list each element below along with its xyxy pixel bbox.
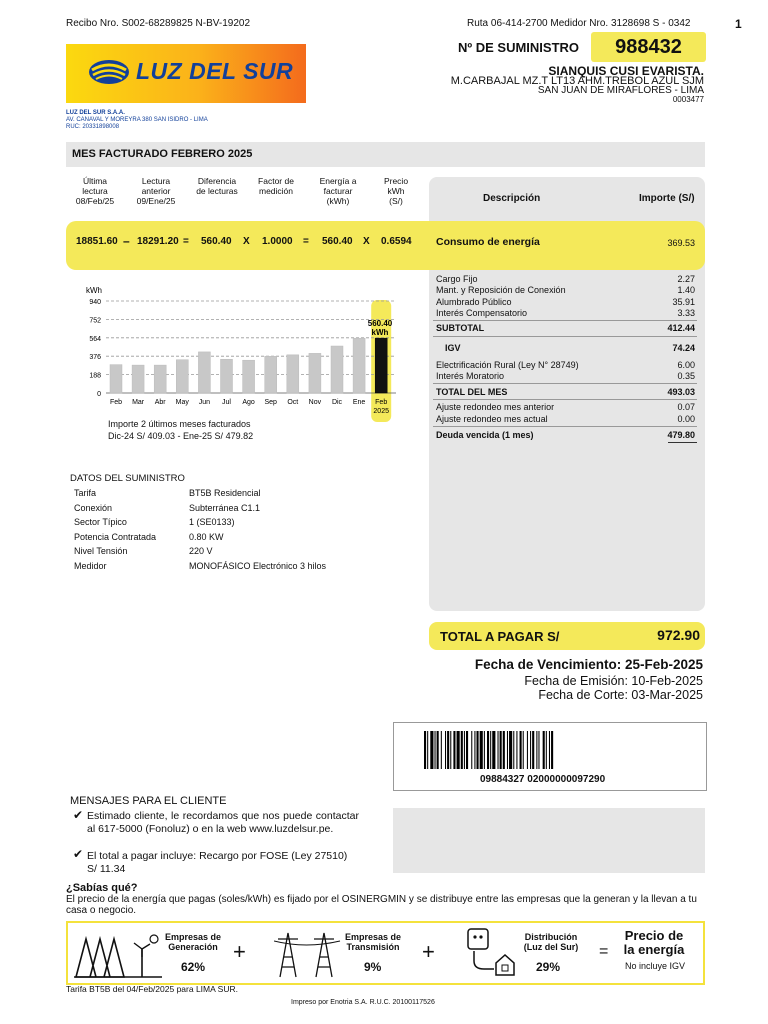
check-icon: ✔ xyxy=(73,847,84,861)
chart-bar xyxy=(243,360,255,393)
barcode-bar xyxy=(500,731,502,769)
charge-row: Ajuste redondeo mes actual 0.00 xyxy=(436,414,695,424)
equals-icon: = xyxy=(599,943,609,960)
supply-data-label: Nivel Tensión xyxy=(74,546,128,556)
chart-bar xyxy=(110,365,122,393)
chart-bar xyxy=(198,352,210,393)
company-logo xyxy=(66,44,306,103)
company-address: AV. CANAVAL Y MOREYRA 380 SAN ISIDRO - LIMA xyxy=(66,117,208,123)
chart-y-tick: 940 xyxy=(89,299,101,306)
supply-data-title: DATOS DEL SUMINISTRO xyxy=(70,473,185,484)
barcode-bar xyxy=(538,731,539,769)
barcode-bar xyxy=(461,731,463,769)
formula-equals-1: = xyxy=(183,236,189,247)
chart-bar xyxy=(309,353,321,393)
distribution-label: Distribución (Luz del Sur) xyxy=(523,932,579,952)
barcode-bar xyxy=(551,731,553,769)
barcode-bar xyxy=(523,731,524,769)
barcode-bar xyxy=(549,731,550,769)
barcode-box xyxy=(393,722,707,791)
divider xyxy=(433,320,697,321)
distribution-outlet-icon xyxy=(464,927,518,979)
consumption-amount: 369.53 xyxy=(667,238,695,248)
generation-label: Empresas de Generación xyxy=(164,932,222,952)
barcode-bar xyxy=(509,731,512,769)
formula-prev: 18291.20 xyxy=(137,236,179,247)
transmission-tower-icon xyxy=(274,927,342,979)
barcode-bar xyxy=(474,731,475,769)
company-name: LUZ DEL SUR S.A.A. xyxy=(66,110,125,116)
page-number: 1 xyxy=(735,17,742,31)
barcode-bar xyxy=(445,731,446,769)
price-composition-strip xyxy=(66,921,705,985)
barcode-bar xyxy=(464,731,465,769)
generation-percent: 62% xyxy=(181,960,206,974)
charge-row: Mant. y Reposición de Conexión 1.40 xyxy=(436,285,695,295)
route-meter: Ruta 06-414-2700 Medidor Nro. 3128698 S - 0342 xyxy=(467,18,691,29)
subtotal-row: SUBTOTAL 412.44 xyxy=(436,323,695,333)
supply-data-label: Tarifa xyxy=(74,488,97,498)
chart-x-label: Dic xyxy=(331,399,343,406)
barcode-bar xyxy=(427,731,428,769)
cut-date: Fecha de Corte: 03-Mar-2025 xyxy=(538,688,703,702)
chart-x-label: May xyxy=(175,399,189,406)
total-to-pay-amount: 972.90 xyxy=(657,627,700,643)
chart-note-2: Dic-24 S/ 409.03 - Ene-25 S/ 479.82 xyxy=(108,431,254,441)
chart-x-label: Oct xyxy=(287,399,299,406)
messages-title: MENSAJES PARA EL CLIENTE xyxy=(70,795,227,807)
chart-note-1: Importe 2 últimos meses facturados xyxy=(108,419,251,429)
barcode-bar xyxy=(447,731,449,769)
supply-data-label: Conexión xyxy=(74,503,113,513)
supply-label: Nº DE SUMINISTRO xyxy=(458,40,580,55)
barcode-bar xyxy=(466,731,468,769)
debt-row: Deuda vencida (1 mes) 479.80 xyxy=(436,430,695,440)
barcode-bar xyxy=(520,731,522,769)
barcode-icon xyxy=(424,731,594,769)
message-side-panel xyxy=(393,808,705,873)
supply-data-value: 220 V xyxy=(189,546,213,556)
chart-x-label: Nov xyxy=(308,399,322,406)
customer-address-1: M.CARBAJAL MZ.T LT13 AHM.TREBOL AZUL SJM xyxy=(450,75,704,87)
divider xyxy=(433,426,697,427)
barcode-bar xyxy=(492,731,495,769)
barcode-bar xyxy=(450,731,451,769)
chart-y-tick: 0 xyxy=(97,391,101,398)
formula-energy: 560.40 xyxy=(322,236,353,247)
charge-row: Cargo Fijo 2.27 xyxy=(436,274,695,284)
logo-emblem-icon xyxy=(88,58,130,86)
header-price: Precio kWh (S/) xyxy=(383,176,409,206)
chart-bar xyxy=(331,346,343,393)
chart-highlight-value: 560.40 xyxy=(367,319,393,328)
transmission-label: Empresas de Transmisión xyxy=(344,932,402,952)
chart-bar xyxy=(176,360,188,393)
header-prev-reading: Lectura anterior 09/Ene/25 xyxy=(136,176,176,206)
due-date: Fecha de Vencimiento: 25-Feb-2025 xyxy=(474,657,703,672)
header-energy: Energía a facturar (kWh) xyxy=(319,176,357,206)
billing-month-title: MES FACTURADO FEBRERO 2025 xyxy=(72,148,253,160)
barcode-bar xyxy=(507,731,508,769)
barcode-bar xyxy=(543,731,545,769)
client-message-1: Estimado cliente, le recordamos que nos puede contactar al 617-5000 (Fonoluz) o en la web www.luzdelsur.pe. xyxy=(87,810,359,835)
receipt-number: Recibo Nro. S002-68289825 N-BV-19202 xyxy=(66,18,251,29)
distribution-percent: 29% xyxy=(536,960,561,974)
charge-row: Interés Moratorio 0.35 xyxy=(436,371,695,381)
barcode-bar xyxy=(487,731,489,769)
barcode-bar xyxy=(424,731,426,769)
generation-icon xyxy=(74,929,162,979)
info-text: El precio de la energía que pagas (soles/kWh) es fijado por el OSINERGMIN y se distribuye entre las empresas que la generan y la llevan a tu casa o negocio. xyxy=(66,894,697,916)
customer-name: SIANQUIS CUSI EVARISTA. xyxy=(548,64,704,78)
barcode-bar xyxy=(430,731,433,769)
company-ruc: RUC: 20331898008 xyxy=(66,124,120,130)
chart-x-label: 2025 xyxy=(373,408,389,415)
reference-code: 0003477 xyxy=(672,95,704,104)
chart-x-label: Jun xyxy=(198,399,211,406)
barcode-bar xyxy=(471,731,472,769)
supply-data-label: Medidor xyxy=(74,561,107,571)
formula-last: 18851.60 xyxy=(76,236,118,247)
supply-data-value: 1 (SE0133) xyxy=(189,517,235,527)
formula-minus: – xyxy=(123,234,130,248)
formula-price: 0.6594 xyxy=(381,236,412,247)
chart-bar xyxy=(132,365,144,393)
barcode-bar xyxy=(441,731,442,769)
formula-factor: 1.0000 xyxy=(262,236,293,247)
barcode-bar xyxy=(498,731,499,769)
energy-price-label: Precio de la energía xyxy=(623,928,685,957)
barcode-bar xyxy=(503,731,505,769)
charge-row: Electrificación Rural (Ley N° 28749) 6.00 xyxy=(436,360,695,370)
formula-times-2: X xyxy=(363,236,370,247)
barcode-bar xyxy=(484,731,485,769)
chart-x-label: Ene xyxy=(352,399,366,406)
chart-x-label: Abr xyxy=(154,399,166,406)
description-header: Descripción xyxy=(483,193,541,204)
chart-bar xyxy=(221,359,233,393)
chart-bar xyxy=(353,338,365,393)
chart-bar-current xyxy=(375,338,387,393)
chart-bar xyxy=(154,365,166,393)
charge-row: Alumbrado Público 35.91 xyxy=(436,297,695,307)
total-month-row: TOTAL DEL MES 493.03 xyxy=(436,387,695,397)
plus-icon: + xyxy=(422,939,435,964)
charge-row: Ajuste redondeo mes anterior 0.07 xyxy=(436,402,695,412)
formula-equals-2: = xyxy=(303,236,309,247)
divider xyxy=(433,399,697,400)
barcode-bar xyxy=(453,731,455,769)
barcode-bar xyxy=(530,731,531,769)
chart-y-tick: 564 xyxy=(89,335,101,343)
transmission-percent: 9% xyxy=(364,960,382,974)
supply-data-label: Sector Típico xyxy=(74,517,127,527)
chart-bar xyxy=(287,355,299,393)
barcode-bar xyxy=(536,731,537,769)
header-difference: Diferencia de lecturas xyxy=(196,176,238,196)
amount-header: Importe (S/) xyxy=(639,193,695,204)
chart-y-tick: 188 xyxy=(89,372,101,380)
total-to-pay-label: TOTAL A PAGAR S/ xyxy=(440,629,560,644)
supply-data-value: Subterránea C1.1 xyxy=(189,503,261,513)
barcode-bar xyxy=(490,731,491,769)
printer-info: Impreso por Enotria S.A. R.U.C. 20100117526 xyxy=(291,999,435,1006)
chart-x-label: Sep xyxy=(264,399,277,406)
logo-text: LUZ DEL SUR xyxy=(136,58,294,84)
barcode-bar xyxy=(477,731,479,769)
barcode-bar xyxy=(546,731,547,769)
energy-price-note: No incluye IGV xyxy=(625,961,686,971)
barcode-number: 09884327 02000000097290 xyxy=(480,774,606,785)
emission-date: Fecha de Emisión: 10-Feb-2025 xyxy=(524,674,703,688)
chart-x-label: Feb xyxy=(375,399,388,406)
barcode-bar xyxy=(457,731,460,769)
barcode-bar xyxy=(516,731,517,769)
chart-y-tick: 376 xyxy=(89,354,101,362)
header-last-reading: Última lectura 08/Feb/25 xyxy=(75,176,115,206)
client-message-2: El total a pagar incluye: Recargo por FOSE (Ley 27510) S/ 11.34 xyxy=(87,850,348,875)
divider xyxy=(433,383,697,384)
barcode-bar xyxy=(532,731,534,769)
igv-row: IGV 74.24 xyxy=(445,343,695,353)
supply-data-value: 0.80 KW xyxy=(189,532,224,542)
chart-ylabel: kWh xyxy=(86,286,102,295)
consumption-chart xyxy=(66,282,416,432)
check-icon: ✔ xyxy=(73,808,84,822)
supply-data-label: Potencia Contratada xyxy=(74,532,157,542)
tariff-note: Tarifa BT5B del 04/Feb/2025 para LIMA SUR. xyxy=(66,984,238,994)
charge-row: Interés Compensatorio 3.33 xyxy=(436,308,695,318)
chart-x-label: Ago xyxy=(242,399,255,406)
barcode-bar xyxy=(513,731,514,769)
customer-address-2: SAN JUAN DE MIRAFLORES - LIMA xyxy=(537,85,704,96)
info-title: ¿Sabías qué? xyxy=(66,882,138,894)
supply-data-value: MONOFÁSICO Electrónico 3 hilos xyxy=(189,561,327,571)
barcode-bar xyxy=(527,731,528,769)
supply-data-value: BT5B Residencial xyxy=(189,488,261,498)
formula-diff: 560.40 xyxy=(201,236,232,247)
plus-icon: + xyxy=(233,939,246,964)
header-factor: Factor de medición xyxy=(258,176,294,196)
chart-y-tick: 752 xyxy=(89,317,101,325)
chart-bar xyxy=(265,356,277,393)
divider xyxy=(433,336,697,337)
barcode-bar xyxy=(437,731,439,769)
chart-x-label: Mar xyxy=(132,399,145,406)
formula-times-1: X xyxy=(243,236,250,247)
consumption-label: Consumo de energía xyxy=(436,236,540,248)
chart-x-label: Feb xyxy=(109,399,123,406)
billing-month-bar xyxy=(66,142,705,167)
barcode-bar xyxy=(480,731,483,769)
barcode-bar xyxy=(435,731,436,769)
chart-x-label: Jul xyxy=(222,399,231,406)
chart-highlight-unit: kWh xyxy=(371,328,389,337)
supply-number: 988432 xyxy=(591,32,706,62)
debt-underline xyxy=(668,442,697,443)
